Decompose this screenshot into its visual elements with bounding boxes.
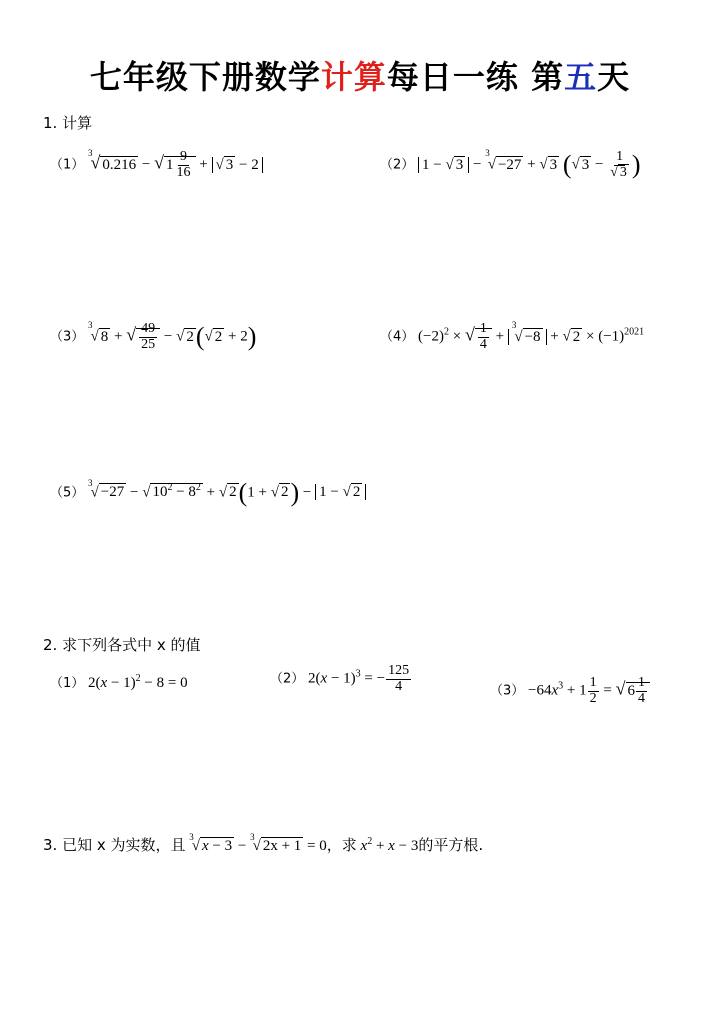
problem-label: （3） (490, 683, 525, 699)
problem-2-1: （1） $2(x - 1)^2 - 8 = 0$ (50, 673, 188, 691)
problem-label: （2） (380, 157, 415, 173)
problem-label: （5） (50, 485, 85, 501)
title-text-3: 天 (597, 58, 631, 96)
title-highlight-blue: 五 (564, 58, 598, 96)
problem-label: （3） (50, 329, 85, 345)
problem-2-2: （2） $2(x - 1)^3$ = − $\frac{125}{4}$ (270, 663, 410, 694)
problem-1-1: （1） $^3$√ 0.216 − √ 1 $\frac{9}{16}$ + √ 3 − 2 (50, 150, 263, 180)
problem-1-3: （3） $^3$√ 8 + √ $\frac{49}{25}$ − √ 2(√ 2 + 2) (50, 320, 257, 352)
problem-label: （1） (50, 157, 85, 173)
problem-label: （1） (50, 676, 85, 691)
title-text: 七年级下册数学 (89, 58, 321, 96)
problem-3: 3. 已知 x 为实数，且 $^3$√ x − 3 − $^3$√ 2x + 1 = 0，求 $x^2 + x - 3$的平方根. (43, 832, 484, 854)
problem-3-suffix: 的平方根. (418, 836, 484, 854)
section-1-heading: 1. 计算 (43, 114, 93, 132)
page-title (0, 52, 720, 98)
problem-3-prefix: 3. 已知 x 为实数，且 (43, 836, 186, 854)
problem-label: （4） (380, 329, 415, 345)
problem-2-3: $(3) -64x^3 + 1$ $\frac{1}{2}$ = √ 6 $\frac{1}{4}$ (490, 676, 650, 706)
problem-1-4: （4） $(-2)^2$ × √ $\frac{1}{4}$ + $^3$√ −8 + √ $2 \times (-1)^{2021}$ (380, 320, 645, 352)
title-highlight-red: 计算 (320, 58, 387, 96)
problem-3-middle: ，求 (326, 836, 357, 854)
problem-label: （2） (270, 671, 305, 687)
title-text-2: 每日一练 第 (386, 58, 565, 96)
problem-1-5: （5） $^3$√ −27 − √ $10^2 - 8^2$ + √ 2(1 + √ 2) − 1 − √ 2 (50, 480, 366, 506)
problem-1-2: （2） 1 − √ 3 − $^3$√ −27 + √ 3 (√ 3 − $\frac{1}{√ 3}$ ) (380, 148, 641, 180)
section-2-heading: 2. 求下列各式中 x 的值 (43, 636, 201, 654)
